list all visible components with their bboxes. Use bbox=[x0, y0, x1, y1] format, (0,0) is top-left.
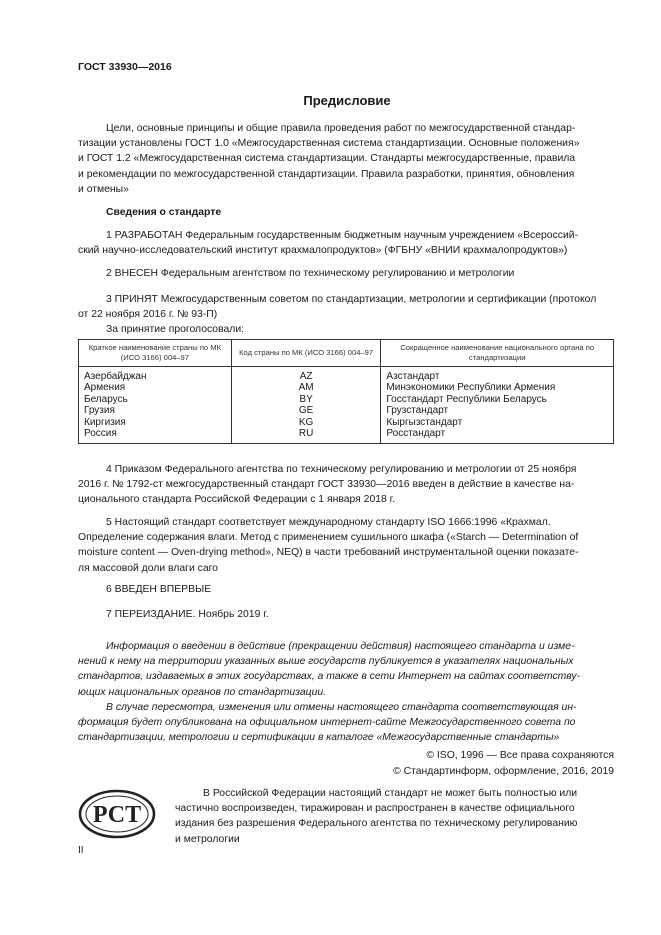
text-line: 3 ПРИНЯТ Межгосударственным советом по стандартизации, метрологии и сертификации (протокол bbox=[106, 294, 597, 305]
text-line: moisture content — Oven-drying method», NEQ) в части требований инструментальной оценки показате- bbox=[78, 547, 579, 559]
code-cell: BY bbox=[231, 394, 381, 405]
copyright-iso: © ISO, 1996 — Все права сохраняются bbox=[426, 750, 614, 761]
copyright-standartinform: © Стандартинформ, оформление, 2016, 2019 bbox=[393, 766, 614, 777]
text-line: и рекомендации по межгосударственной стандартизации. Правила разработки, принятия, обновления bbox=[78, 168, 575, 180]
text-line: и отмены» bbox=[78, 183, 129, 195]
text-line: Цели, основные принципы и общие правила проведения работ по межгосударственной стандар- bbox=[106, 123, 576, 134]
body-cell: Госстандарт Республики Беларусь bbox=[381, 394, 614, 405]
country-cell: Армения bbox=[79, 382, 232, 393]
country-cell: Киргизия bbox=[79, 417, 232, 428]
text-line: формация будет опубликована на официальном интернет-сайте Межгосударственного совета по bbox=[78, 717, 576, 729]
table-row bbox=[79, 405, 614, 416]
country-cell: Грузия bbox=[79, 405, 232, 416]
notice-paragraph-1 bbox=[78, 639, 614, 700]
info-item-1 bbox=[78, 228, 614, 258]
text-line: 1 РАЗРАБОТАН Федеральным государственным бюджетным научным учреждением «Всероссий- bbox=[106, 230, 579, 241]
notice-paragraph-2 bbox=[78, 700, 614, 746]
column-header-body: Сокращенное наименование национального органа по стандартизации bbox=[381, 340, 614, 367]
text-line: 2 ВНЕСЕН Федеральным агентством по техническому регулированию и метрологии bbox=[106, 268, 515, 279]
text-line: и метрологии bbox=[175, 833, 240, 845]
body-cell: Азстандарт bbox=[381, 367, 614, 383]
text-line: издания без разрешения Федерального агентства по техническому регулированию bbox=[175, 818, 578, 830]
text-line: 7 ПЕРЕИЗДАНИЕ. Ноябрь 2019 г. bbox=[106, 609, 269, 620]
text-line: В случае пересмотра, изменения или отмены настоящего стандарта соответствующая ин- bbox=[106, 702, 577, 713]
text-line: Определение содержания влаги. Метод с применением сушильного шкафа («Starch — Determination of bbox=[78, 532, 579, 544]
table-header-row bbox=[79, 340, 614, 367]
logo-text: РСТ bbox=[92, 802, 142, 828]
table-row bbox=[79, 417, 614, 428]
body-cell: Минэкономики Республики Армения bbox=[381, 382, 614, 393]
info-item-2 bbox=[78, 266, 614, 281]
page-number: II bbox=[78, 845, 84, 856]
text-line: Информация о введении в действие (прекращении действия) настоящего стандарта и изме- bbox=[106, 641, 575, 652]
code-cell: AM bbox=[231, 382, 381, 393]
table-row bbox=[79, 382, 614, 393]
item-5 bbox=[78, 515, 614, 576]
text-line: от 22 ноября 2016 г. № 93-П) bbox=[78, 309, 218, 321]
column-header-code: Код страны по МК (ИСО 3166) 004–97 bbox=[231, 340, 381, 367]
text-line: стандартизации, метрологии и сертификации в каталоге «Межгосударственные стандарты» bbox=[78, 732, 560, 744]
body-cell: Кыргызстандарт bbox=[381, 417, 614, 428]
text-line: тизации установлены ГОСТ 1.0 «Межгосударственная система стандартизации. Основные положения» bbox=[78, 138, 580, 150]
voted-label: За принятие проголосовали: bbox=[106, 324, 245, 336]
text-line: ля массовой доли влаги саго bbox=[78, 562, 218, 574]
document-code: ГОСТ 33930—2016 bbox=[78, 61, 172, 73]
table-row bbox=[79, 428, 614, 444]
body-cell: Росстандарт bbox=[381, 428, 614, 444]
member-states-table bbox=[78, 339, 614, 444]
text-line: ющих национальных органов по стандартизации. bbox=[78, 686, 327, 698]
rst-certification-mark-icon bbox=[78, 789, 156, 839]
table-row bbox=[79, 367, 614, 383]
text-line: ционального стандарта Российской Федерации с 1 января 2018 г. bbox=[78, 494, 396, 506]
code-cell: AZ bbox=[231, 367, 381, 383]
column-header-country: Краткое наименование страны по МК (ИСО 3166) 004–97 bbox=[79, 340, 232, 367]
item-4 bbox=[78, 462, 614, 508]
item-6 bbox=[78, 582, 614, 597]
text-line: 5 Настоящий стандарт соответствует международному стандарту ISO 1666:1996 «Крахмал. bbox=[106, 517, 551, 528]
reproduction-restriction bbox=[175, 786, 615, 847]
text-line: 2016 г. № 1792-ст межгосударственный стандарт ГОСТ 33930—2016 введен в действие в качестве на- bbox=[78, 479, 575, 491]
info-item-3 bbox=[78, 292, 614, 338]
code-cell: GE bbox=[231, 405, 381, 416]
preface-paragraph bbox=[78, 121, 614, 197]
text-line: и ГОСТ 1.2 «Межгосударственная система стандартизации. Стандарты межгосударственные, правила bbox=[78, 153, 576, 165]
country-cell: Беларусь bbox=[79, 394, 232, 405]
text-line: нений к нему на территории указанных выше государств публикуется в указателях национальных bbox=[78, 656, 574, 668]
text-line: 6 ВВЕДЕН ВПЕРВЫЕ bbox=[106, 584, 212, 595]
item-7 bbox=[78, 607, 614, 622]
code-cell: KG bbox=[231, 417, 381, 428]
body-cell: Грузстандарт bbox=[381, 405, 614, 416]
info-heading: Сведения о стандарте bbox=[106, 207, 222, 218]
text-line: стандартов, издаваемых в этих государствах, а также в сети Интернет на сайтах соответству- bbox=[78, 671, 581, 683]
text-line: ский научно-исследовательский институт крахмалопродуктов» (ФГБНУ «ВНИИ крахмалопродуктов») bbox=[78, 245, 568, 257]
text-line: В Российской Федерации настоящий стандарт не может быть полностью или bbox=[203, 788, 578, 799]
text-line: 4 Приказом Федерального агентства по техническому регулированию и метрологии от 25 ноября bbox=[106, 464, 577, 475]
table-row bbox=[79, 394, 614, 405]
text-line: частично воспроизведен, тиражирован и распространен в качестве официального bbox=[175, 803, 575, 815]
preface-title: Предисловие bbox=[303, 93, 391, 108]
country-cell: Россия bbox=[79, 428, 232, 444]
code-cell: RU bbox=[231, 428, 381, 444]
country-cell: Азербайджан bbox=[79, 367, 232, 383]
